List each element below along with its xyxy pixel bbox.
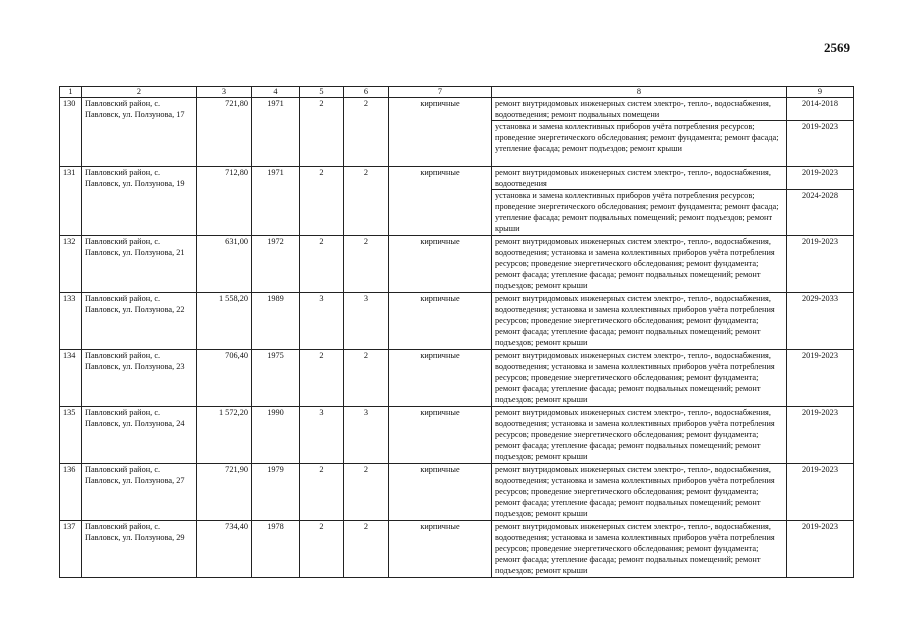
works-list: ремонт внутридомовых инженерных систем электро-, тепло-, водоснабжения, водоотведения; ремонт подвальных помещени [492,98,787,121]
address: Павловский район, с. Павловск, ул. Ползунова, 29 [82,521,197,578]
works-list: ремонт внутридомовых инженерных систем электро-, тепло-, водоснабжения, водоотведения; установка и замена коллективных приборов учёта потребления ресурсов; проведение энергетического обследования; ремонт фундамента; ремонт фасада; утепление фасада; ремонт подвальных помещений; ремонт подъездов; ремонт крыши [492,407,787,464]
column-header: 6 [344,87,389,98]
period: 2019-2023 [787,464,854,521]
address: Павловский район, с. Павловск, ул. Ползунова, 19 [82,167,197,236]
period: 2019-2023 [787,167,854,190]
period: 2029-2033 [787,293,854,350]
year-built: 1978 [252,521,300,578]
housing-repair-table [59,86,854,578]
period: 2024-2028 [787,190,854,236]
table-row [60,464,854,521]
area: 721,90 [197,464,252,521]
column-numbers-row [60,87,854,98]
area: 1 572,20 [197,407,252,464]
row-number: 134 [60,350,82,407]
column-6-value: 3 [344,293,389,350]
year-built: 1972 [252,236,300,293]
table-row [60,167,854,190]
area: 721,80 [197,98,252,167]
column-6-value: 2 [344,521,389,578]
row-number: 137 [60,521,82,578]
table-row [60,521,854,578]
column-6-value: 2 [344,167,389,236]
column-6-value: 3 [344,407,389,464]
table-row [60,407,854,464]
area: 1 558,20 [197,293,252,350]
year-built: 1971 [252,98,300,167]
column-5-value: 2 [300,350,344,407]
year-built: 1975 [252,350,300,407]
column-5-value: 2 [300,236,344,293]
works-list: ремонт внутридомовых инженерных систем электро-, тепло-, водоснабжения, водоотведения; установка и замена коллективных приборов учёта потребления ресурсов; проведение энергетического обследования; ремонт фундамента; ремонт фасада; утепление фасада; ремонт подвальных помещений; ремонт подъездов; ремонт крыши [492,293,787,350]
year-built: 1989 [252,293,300,350]
table-row [60,293,854,350]
year-built: 1979 [252,464,300,521]
area: 706,40 [197,350,252,407]
period: 2014-2018 [787,98,854,121]
column-header: 9 [787,87,854,98]
table-row [60,98,854,121]
row-number: 131 [60,167,82,236]
address: Павловский район, с. Павловск, ул. Ползунова, 17 [82,98,197,167]
column-5-value: 3 [300,407,344,464]
period: 2019-2023 [787,407,854,464]
works-list: ремонт внутридомовых инженерных систем электро-, тепло-, водоснабжения, водоотведения; установка и замена коллективных приборов учёта потребления ресурсов; проведение энергетического обследования; ремонт фундамента; ремонт фасада; утепление фасада; ремонт подвальных помещений; ремонт подъездов; ремонт крыши [492,521,787,578]
wall-material: кирпичные [389,293,492,350]
row-number: 133 [60,293,82,350]
column-header: 5 [300,87,344,98]
period: 2019-2023 [787,521,854,578]
column-5-value: 2 [300,167,344,236]
column-6-value: 2 [344,350,389,407]
column-6-value: 2 [344,98,389,167]
period: 2019-2023 [787,121,854,167]
wall-material: кирпичные [389,464,492,521]
works-list: установка и замена коллективных приборов учёта потребления ресурсов; проведение энергетического обследования; ремонт фундамента; ремонт фасада; утепление фасада; ремонт подвальных помещений; ремонт подъездов; ремонт крыши [492,190,787,236]
column-header: 3 [197,87,252,98]
column-5-value: 2 [300,464,344,521]
column-5-value: 3 [300,293,344,350]
row-number: 130 [60,98,82,167]
works-list: ремонт внутридомовых инженерных систем электро-, тепло-, водоснабжения, водоотведения; установка и замена коллективных приборов учёта потребления ресурсов; проведение энергетического обследования; ремонт фундамента; ремонт фасада; утепление фасада; ремонт подвальных помещений; ремонт подъездов; ремонт крыши [492,464,787,521]
wall-material: кирпичные [389,350,492,407]
table-row [60,236,854,293]
column-header: 2 [82,87,197,98]
wall-material: кирпичные [389,167,492,236]
period: 2019-2023 [787,350,854,407]
column-6-value: 2 [344,464,389,521]
period: 2019-2023 [787,236,854,293]
area: 631,00 [197,236,252,293]
year-built: 1990 [252,407,300,464]
wall-material: кирпичные [389,521,492,578]
column-header: 8 [492,87,787,98]
works-list: ремонт внутридомовых инженерных систем электро-, тепло-, водоснабжения, водоотведения; установка и замена коллективных приборов учёта потребления ресурсов; проведение энергетического обследования; ремонт фундамента; ремонт фасада; утепление фасада; ремонт подвальных помещений; ремонт подъездов; ремонт крыши [492,350,787,407]
row-number: 132 [60,236,82,293]
address: Павловский район, с. Павловск, ул. Ползунова, 21 [82,236,197,293]
page-number: 2569 [824,40,850,55]
address: Павловский район, с. Павловск, ул. Ползунова, 24 [82,407,197,464]
column-5-value: 2 [300,98,344,167]
year-built: 1971 [252,167,300,236]
area: 712,80 [197,167,252,236]
wall-material: кирпичные [389,236,492,293]
wall-material: кирпичные [389,407,492,464]
table-row [60,350,854,407]
wall-material: кирпичные [389,98,492,167]
address: Павловский район, с. Павловск, ул. Ползунова, 22 [82,293,197,350]
works-list: ремонт внутридомовых инженерных систем электро-, тепло-, водоснабжения, водоотведения [492,167,787,190]
row-number: 135 [60,407,82,464]
address: Павловский район, с. Павловск, ул. Ползунова, 27 [82,464,197,521]
column-5-value: 2 [300,521,344,578]
column-header: 4 [252,87,300,98]
row-number: 136 [60,464,82,521]
address: Павловский район, с. Павловск, ул. Ползунова, 23 [82,350,197,407]
column-header: 7 [389,87,492,98]
column-6-value: 2 [344,236,389,293]
works-list: ремонт внутридомовых инженерных систем электро-, тепло-, водоснабжения, водоотведения; установка и замена коллективных приборов учёта потребления ресурсов; проведение энергетического обследования; ремонт фундамента; ремонт фасада; утепление фасада; ремонт подвальных помещений; ремонт подъездов; ремонт крыши [492,236,787,293]
works-list: установка и замена коллективных приборов учёта потребления ресурсов; проведение энергетического обследования; ремонт фундамента; ремонт фасада; утепление фасада; ремонт подъездов; ремонт крыши [492,121,787,167]
area: 734,40 [197,521,252,578]
column-header: 1 [60,87,82,98]
